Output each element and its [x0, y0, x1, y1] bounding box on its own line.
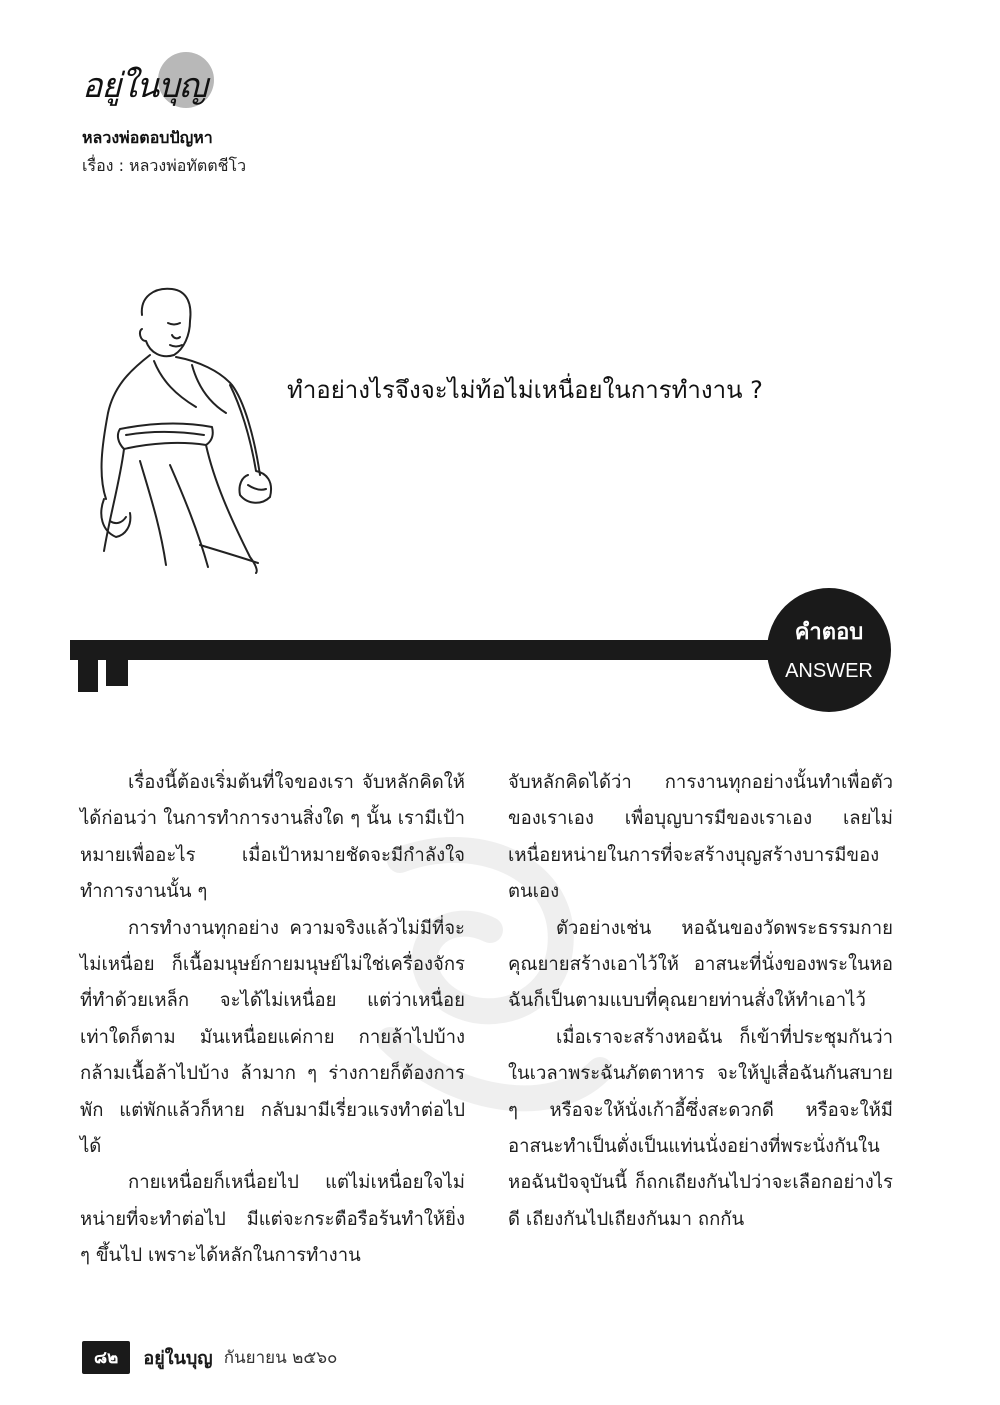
footer-magazine-name: อยู่ในบุญ — [143, 1348, 213, 1369]
page-footer — [82, 1341, 337, 1371]
question-heading: ทำอย่างไรจึงจะไม่ท้อไม่เหนื่อยในการทำงาน ? — [287, 376, 763, 404]
body-paragraph: กายเหนื่อยก็เหนื่อยไป แต่ไม่เหนื่อยใจไม่หน่ายที่จะทำต่อไป มีแต่จะกระตือรือร้นทำให้ยิ่ง ๆ ขึ้นไป เพราะได้หลักในการทำงาน — [80, 1172, 465, 1267]
body-column-left — [80, 765, 465, 1275]
body-column-right — [508, 765, 893, 1238]
divider-tab — [106, 658, 128, 686]
monk-illustration — [80, 285, 280, 575]
footer-issue-date: กันยายน ๒๕๖๐ — [223, 1348, 338, 1368]
body-paragraph: เมื่อเราจะสร้างหอฉัน ก็เข้าที่ประชุมกันว่า ในเวลาพระฉันภัตตาหาร จะให้ปูเสื่อฉันกันสบาย ๆ หรือจะให้นั่งเก้าอี้ซึ่งสะดวกดี หรือจะให้มีอาสนะทำเป็นตั่งเป็นแท่นนั่งอย่างที่พระนั่งกันในหอฉันปัจจุบันนี้ ก็ถกเถียงกันไปว่าจะเลือกอย่างไรดี เถียงกันไปเถียงกันมา ถกกัน — [508, 1026, 893, 1230]
logo-text: อยู่ในบุญ — [82, 66, 207, 106]
body-paragraph: เรื่องนี้ต้องเริ่มต้นที่ใจของเรา จับหลักคิดให้ได้ก่อนว่า ในการทำการงานสิ่งใด ๆ นั้น เรามีเป้าหมายเพื่ออะไร เมื่อเป้าหมายชัดจะมีกำลังใจทำการงานนั้น ๆ — [80, 772, 465, 903]
body-paragraph: จับหลักคิดได้ว่า การงานทุกอย่างนั้นทำเพื่อตัวของเราเอง เพื่อบุญบารมีของเราเอง เลยไม่เหนื่อยหน่ายในการที่จะสร้างบุญสร้างบารมีของตนเอง — [508, 772, 893, 903]
page-number: ๘๒ — [82, 1341, 130, 1374]
answer-badge — [767, 588, 891, 712]
story-byline: เรื่อง : หลวงพ่อทัตตชีโว — [82, 156, 247, 175]
section-title: หลวงพ่อตอบปัญหา — [82, 128, 213, 147]
answer-label-english: ANSWER — [785, 660, 873, 682]
answer-label-thai: คำตอบ — [794, 620, 864, 645]
body-paragraph: ตัวอย่างเช่น หอฉันของวัดพระธรรมกาย คุณยายสร้างเอาไว้ให้ อาสนะที่นั่งของพระในหอฉันก็เป็นตามแบบที่คุณยายท่านสั่งให้ทำเอาไว้ — [508, 917, 893, 1012]
divider-bar — [70, 640, 810, 660]
body-paragraph: การทำงานทุกอย่าง ความจริงแล้วไม่มีที่จะไม่เหนื่อย ก็เนื้อมนุษย์กายมนุษย์ไม่ใช่เครื่องจักรที่ทำด้วยเหล็ก จะได้ไม่เหนื่อย แต่ว่าเหนื่อยเท่าใดก็ตาม มันเหนื่อยแค่กาย กายล้าไปบ้าง กล้ามเนื้อล้าไปบ้าง ล้ามาก ๆ ร่างกายก็ต้องการพัก แต่พักแล้วก็หาย กลับมามีเรี่ยวแรงทำต่อไปได้ — [80, 917, 465, 1158]
divider-tab — [78, 658, 98, 692]
magazine-logo — [80, 48, 220, 118]
